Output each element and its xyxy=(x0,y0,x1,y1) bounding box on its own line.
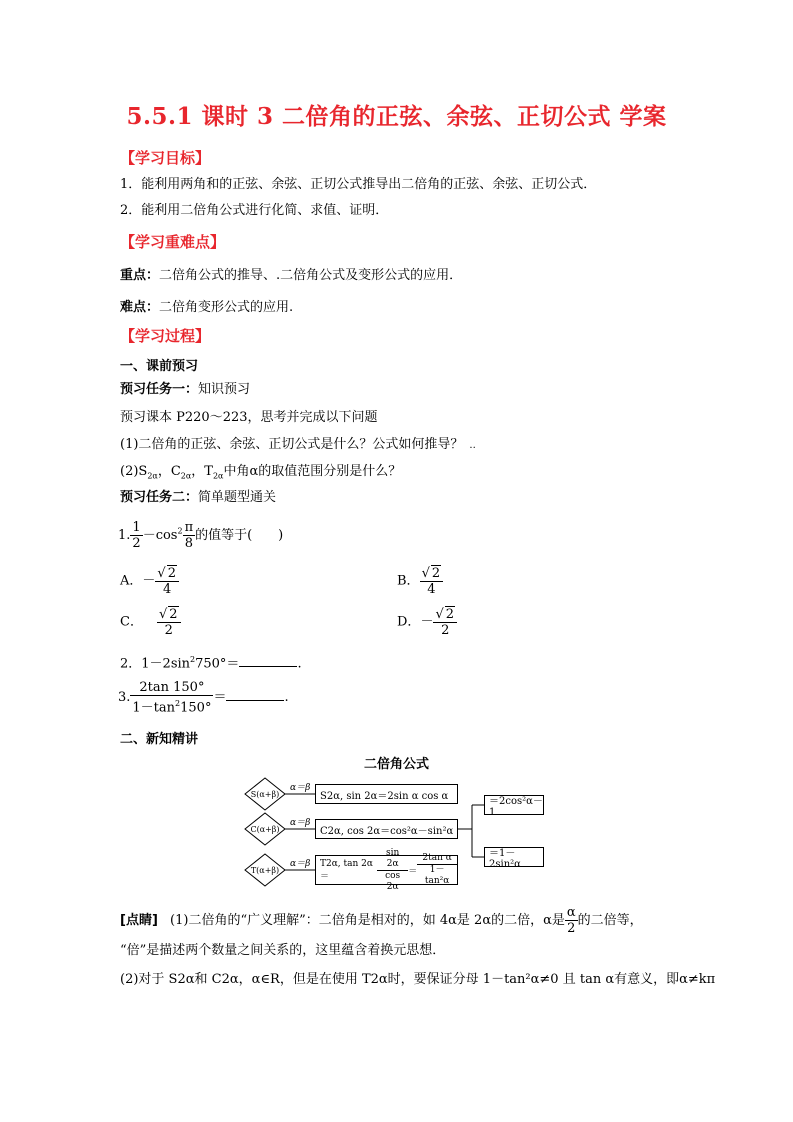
exercise-1: 1. $\frac{1}{2}$ $-\cos^2$ $\frac{\pi}{8}$ 的值等于( ) xyxy=(118,520,284,551)
goal-item-2: 2．能利用二倍角公式进行化简、求值、证明． xyxy=(120,203,389,218)
task1-text: 知识预习 xyxy=(198,382,251,397)
diamond-s xyxy=(245,778,285,810)
exercise-3: 3. $\frac{2\tan 150^\circ}{1-\tan^2150^\circ}$ ＝ . xyxy=(118,680,289,716)
note-line-1: [点睛] (1)二倍角的“广义理解”：二倍角是相对的，如 4α是 2α的二倍，α是 $\frac{\alpha}{2}$ 的二倍等， xyxy=(120,905,643,936)
svg-text:T(α+β): T(α+β) xyxy=(250,866,280,875)
part1-heading: 一、课前预习 xyxy=(120,359,199,374)
section-process-heading: 【学习过程】 xyxy=(120,327,211,345)
exercise-2: 2．$1-2\sin^2750^\circ=$ . xyxy=(120,655,302,672)
arrow-label-c: α＝β xyxy=(290,818,311,828)
difficult-point-label: 难点： xyxy=(120,300,160,315)
note-line-3: (2)对于 S2α和 C2α，α∈R，但是在使用 T2α时，要保证分母 1－tan²α≠0 且 tan α有意义，即α≠kπ xyxy=(120,972,716,987)
answer-blank[interactable] xyxy=(226,688,284,701)
diamond-t xyxy=(245,854,285,886)
arrow-label-t: α＝β xyxy=(290,859,311,869)
diagram-title: 二倍角公式 xyxy=(363,757,429,772)
key-point-label: 重点： xyxy=(120,268,160,283)
formula-box-cos-variant-2: ＝1－2sin²α xyxy=(484,847,544,867)
difficult-point-line xyxy=(120,300,293,316)
page-title: 5.5.1 课时 3 二倍角的正弦、余弦、正切公式 学案 xyxy=(126,103,667,130)
difficult-point-text: 二倍角变形公式的应用. xyxy=(159,300,294,315)
key-point-line xyxy=(120,268,462,284)
diamond-c xyxy=(245,813,285,845)
task2-line xyxy=(120,490,276,506)
option-d: D．－ $\frac{√ 2}{2}$ xyxy=(397,606,457,638)
task2-text: 简单题型通关 xyxy=(198,490,277,505)
formula-box-sin: S2α, sin 2α＝2sin α cos α xyxy=(315,784,458,804)
goal-item-1: 1．能利用两角和的正弦、余弦、正切公式推导出二倍角的正弦、余弦、正切公式． xyxy=(120,177,597,192)
note-line-2: “倍”是描述两个数量之间关系的，这里蕴含着换元思想． xyxy=(120,943,446,958)
key-point-text: 二倍角公式的推导、.二倍角公式及变形公式的应用． xyxy=(159,268,463,283)
formula-box-cos-variant-1: ＝2cos²α－1 xyxy=(484,795,544,815)
option-c: C． $\frac{√ 2}{2}$ xyxy=(120,606,181,638)
svg-text:S(α+β): S(α+β) xyxy=(250,790,280,799)
arrow-label-s: α＝β xyxy=(290,783,311,793)
task2-label: 预习任务二： xyxy=(120,490,199,505)
section-goals-heading: 【学习目标】 xyxy=(120,149,211,167)
formula-box-tan: T2α, tan 2α＝ $\frac{\sin 2\alpha}{\cos 2\alpha}$ ＝ $\frac{\text{2tan α}}{\text{1－tan²α}}$ xyxy=(315,855,458,885)
question-1: (1)二倍角的正弦、余弦、正切公式是什么？公式如何推导？ .. xyxy=(120,437,476,452)
task1-label: 预习任务一： xyxy=(120,382,199,397)
svg-text:C(α+β): C(α+β) xyxy=(250,825,280,834)
formula-box-cos: C2α, cos 2α＝cos²α－sin²α xyxy=(315,819,458,839)
section-key-heading: 【学习重难点】 xyxy=(120,233,226,251)
task1-line xyxy=(120,382,250,398)
part2-heading: 二、新知精讲 xyxy=(120,732,199,747)
option-a: A．－ $\frac{√ 2}{4}$ xyxy=(120,565,179,597)
preview-instruction: 预习课本 P220～223，思考并完成以下问题 xyxy=(120,410,378,425)
note-label: [点睛] xyxy=(120,913,158,928)
option-b: B． $\frac{√ 2}{4}$ xyxy=(397,565,443,597)
question-2: $(2)S_{2\alpha}$，$C_{2\alpha}$，$T_{2\alpha}$中角α的取值范围分别是什么？ xyxy=(120,464,402,481)
answer-blank[interactable] xyxy=(239,654,297,667)
